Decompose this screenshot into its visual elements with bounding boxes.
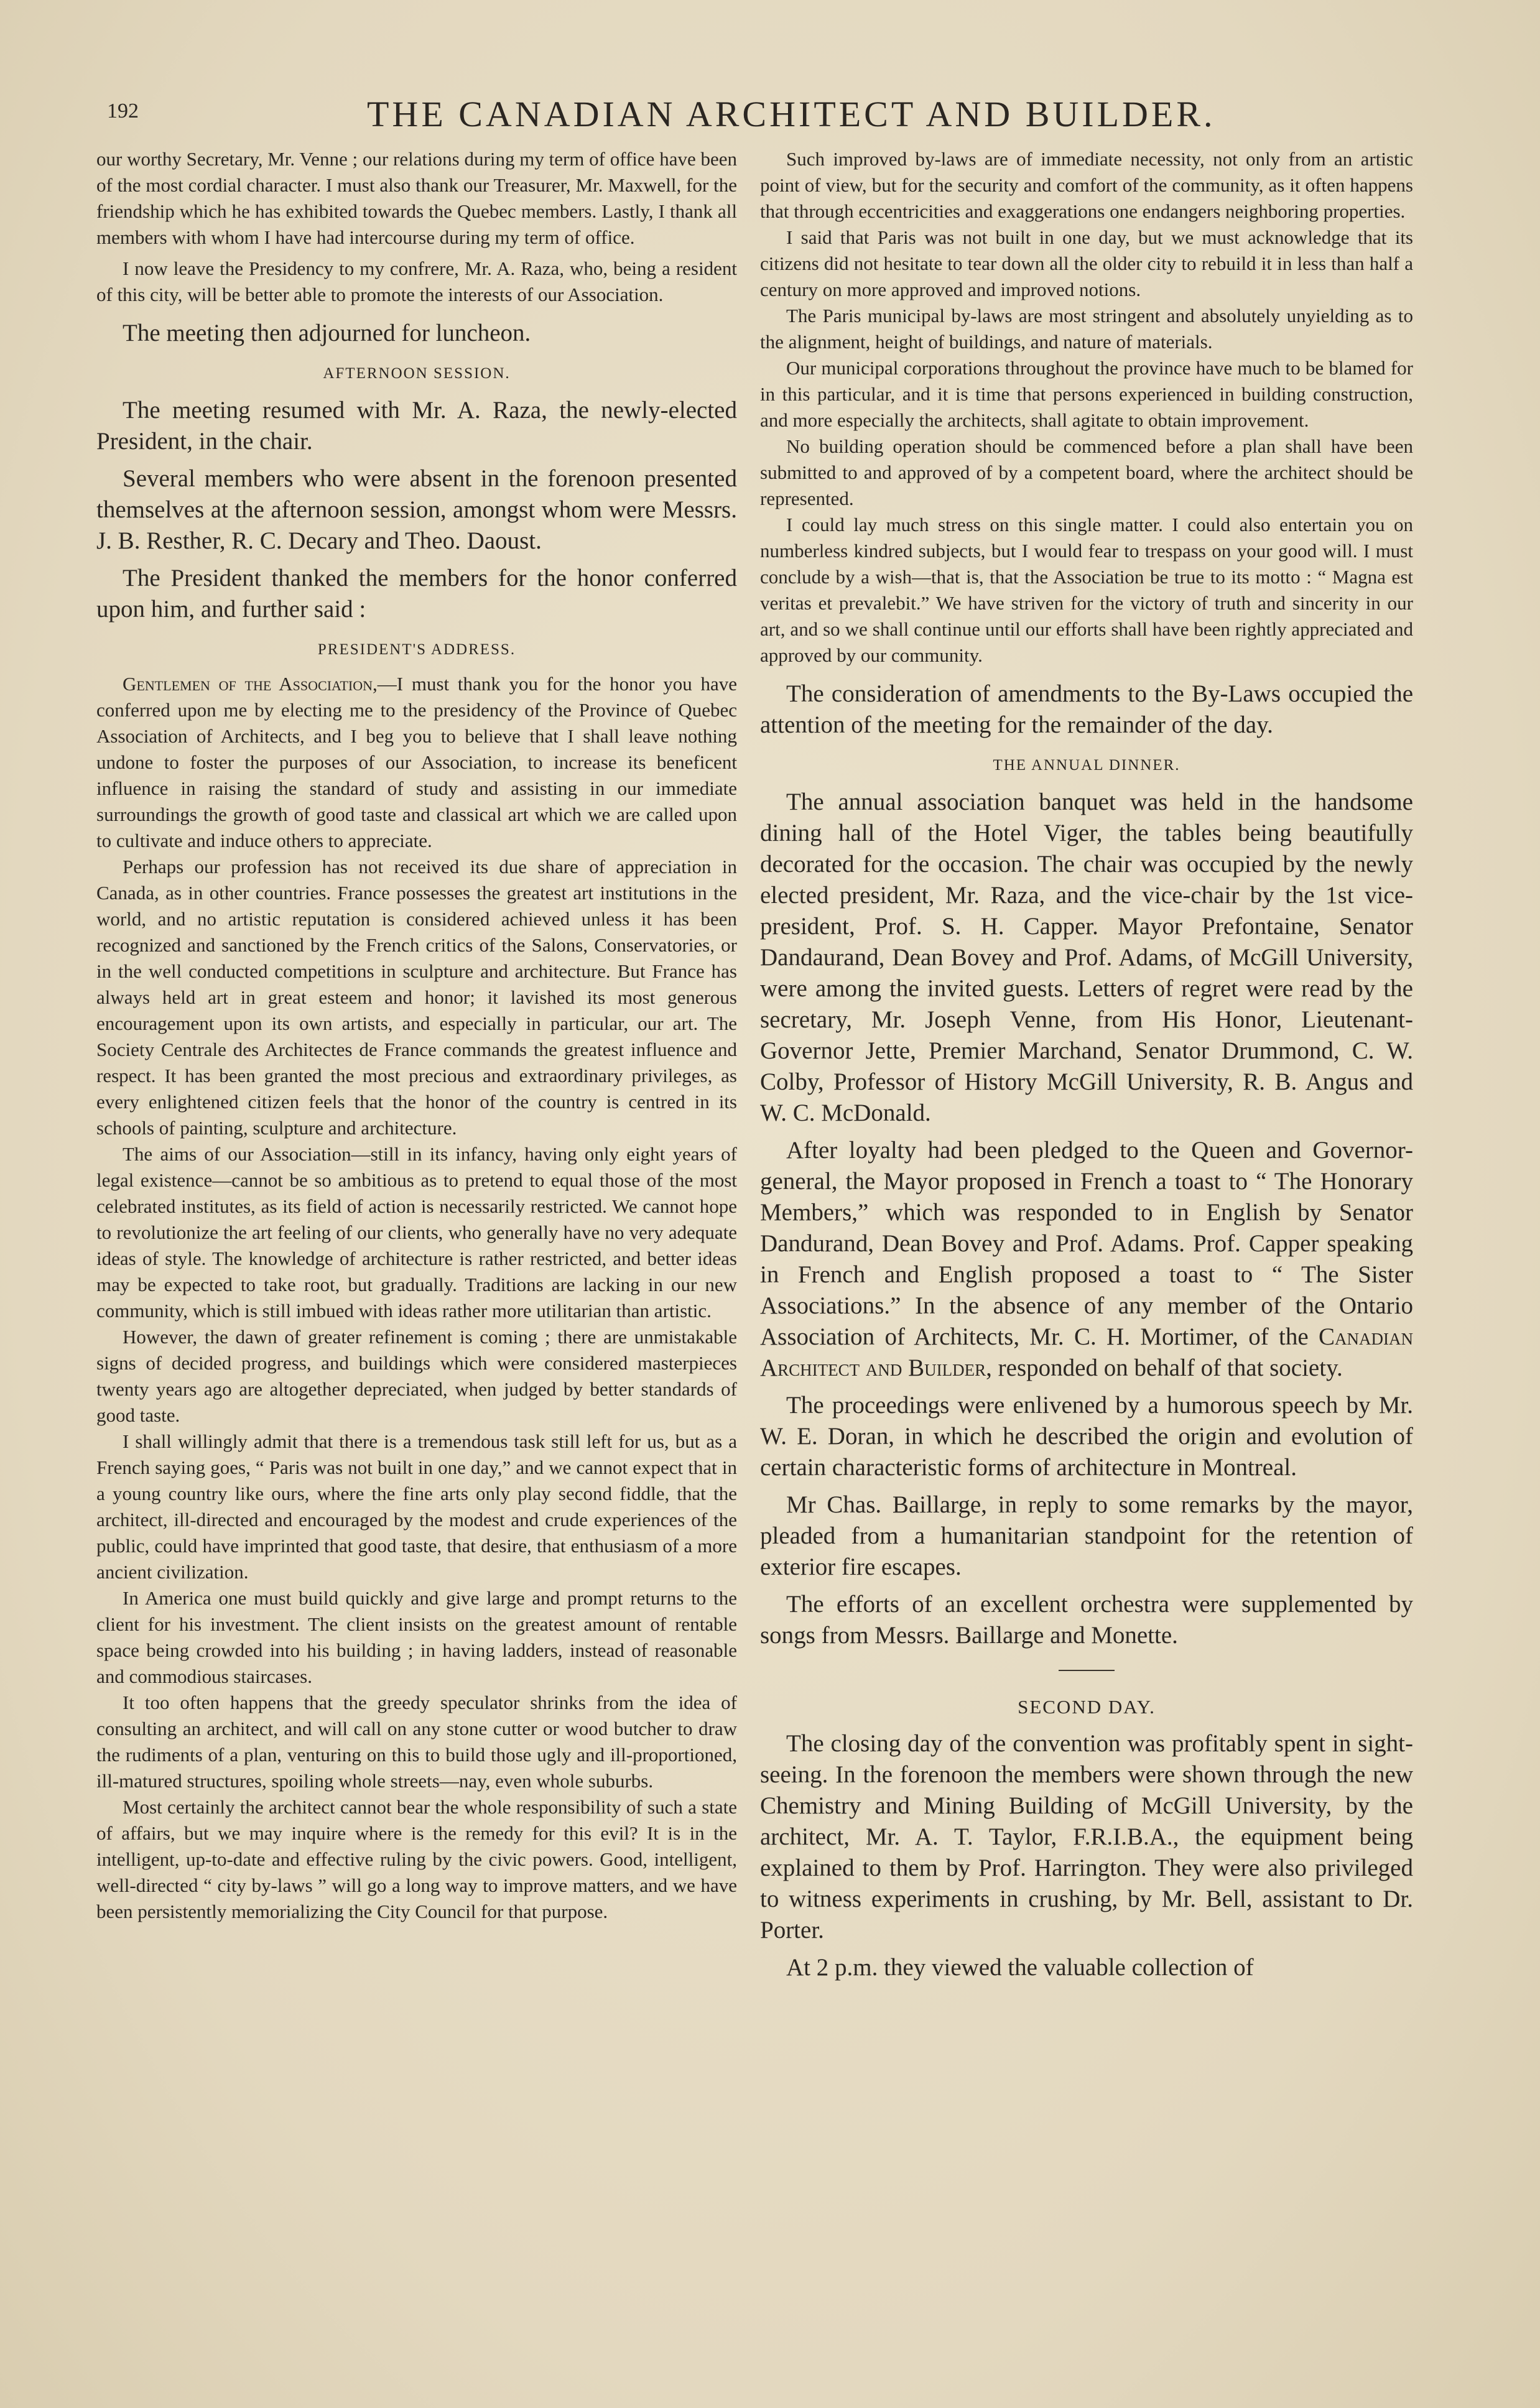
section-heading-dinner: THE ANNUAL DINNER. xyxy=(993,757,1181,774)
paragraph: Our municipal corporations throughout the province have much to be blamed for in this particular, and it is time that persons experienced in building construction, and more especially the architects, shall agitate to obtain improvement. xyxy=(760,357,1413,431)
left-column xyxy=(96,146,737,1925)
paragraph: The Paris municipal by-laws are most stringent and absolutely unyielding as to the alignment, height of buildings, and nature of materials. xyxy=(760,305,1413,353)
section-heading-second-day: SECOND DAY. xyxy=(1018,1696,1156,1718)
paragraph: However, the dawn of greater refinement is coming ; there are unmistakable signs of decided progress, and buildings which were considered masterpieces twenty years ago are altogether depreciated, when judged by better standards of good taste. xyxy=(96,1326,737,1426)
paragraph: No building operation should be commenced before a plan shall have been submitted to and approved of by a competent board, where the architect should be represented. xyxy=(760,435,1413,509)
paragraph: The proceedings were enlivened by a humorous speech by Mr. W. E. Doran, in which he described the origin and evolution of certain characteristic forms of architecture in Montreal. xyxy=(760,1392,1413,1481)
paragraph-text: —I must thank you for the honor you have conferred upon me by electing me to the presidency of the Province of Quebec Association of Architects, and I beg you to believe that I shall leave nothing undone to foster the purposes of our Association, to increase its beneficent influence in raising the standard of study and assisting in our immediate surroundings the growth of good taste and classical art which we are called upon to cultivate and induce others to appreciate. xyxy=(96,673,737,851)
page-number: 192 xyxy=(107,100,139,123)
paragraph: The President thanked the members for the honor conferred upon him, and further said : xyxy=(96,565,737,623)
paragraph: At 2 p.m. they viewed the valuable collection of xyxy=(786,1954,1254,1981)
section-heading-address: PRESIDENT'S ADDRESS. xyxy=(317,641,516,658)
paragraph-text: After loyalty had been pledged to the Queen and Governor-general, the Mayor proposed in French a toast to “ The Honorary Members,” which was responded to in English by Senator Dandurand, Dean Bovey and Prof. Adams. Prof. Capper speaking in French and English proposed a toast to “ The Sister Associations.” In the absence of any member of the Ontario Association of Architects, Mr. C. H. Mortimer, of the xyxy=(760,1137,1413,1350)
paragraph: In America one must build quickly and give large and prompt returns to the client for his investment. The client insists on the greatest amount of rentable space being crowded into his building ; in having ladders, instead of reasonable and commodious staircases. xyxy=(96,1587,737,1687)
paragraph xyxy=(760,1135,1413,1384)
salutation: Gentlemen of the Association, xyxy=(123,673,378,695)
paragraph: The meeting resumed with Mr. A. Raza, the newly-elected President, in the chair. xyxy=(96,397,737,455)
paragraph-text: , responded on behalf of that society. xyxy=(986,1354,1343,1381)
paragraph: Several members who were absent in the forenoon presented themselves at the afternoon session, amongst whom were Messrs. J. B. Resther, R. C. Decary and Theo. Daoust. xyxy=(96,465,737,554)
paragraph: Mr Chas. Baillarge, in reply to some remarks by the mayor, pleaded from a humanitarian standpoint for the retention of exterior fire escapes. xyxy=(760,1491,1413,1580)
paragraph: Most certainly the architect cannot bear the whole responsibility of such a state of affairs, but we may inquire where is the remedy for this evil? It is in the intelligent, up-to-date and effective ruling by the civic powers. Good, intelligent, well-directed “ city by-laws ” will go a long way to improve matters, and we have been persistently memorializing the City Council for that purpose. xyxy=(96,1796,737,1922)
publication-name: Canadian Architect and Builder xyxy=(760,1323,1413,1381)
paragraph: Perhaps our profession has not received its due share of appreciation in Canada, as in other countries. France possesses the greatest art institutions in the world, and no artistic reputation is considered achieved unless it has been recognized and sanctioned by the French critics of the Salons, Conservatories, or in the well conducted competitions in sculpture and architecture. But France has always held art in great esteem and honor; it lavished its most generous encouragement upon its own artists, and especially in particular, our art. The Society Centrale des Architectes de France commands the greatest influence and respect. It has been granted the most precious and extraordinary privileges, as every enlightened citizen feels that the honor of the country is centred in its schools of painting, sculpture and architecture. xyxy=(96,856,737,1139)
paragraph: The meeting then adjourned for luncheon. xyxy=(123,320,531,346)
section-heading-afternoon: AFTERNOON SESSION. xyxy=(323,365,511,382)
paragraph: The consideration of amendments to the By-Laws occupied the attention of the meeting for the remainder of the day. xyxy=(760,680,1413,738)
paragraph: It too often happens that the greedy speculator shrinks from the idea of consulting an architect, and will call on any stone cutter or wood butcher to draw the rudiments of a plan, venturing on this to build those ugly and ill-proportioned, ill-matured structures, spoiling whole streets—nay, even whole suburbs. xyxy=(96,1692,737,1792)
paragraph: The closing day of the convention was profitably spent in sight-seeing. In the forenoon the members were shown through the new Chemistry and Mining Building of McGill University, by the architect, Mr. A. T. Taylor, F.R.I.B.A., the equipment being explained to them by Prof. Harrington. They were also privileged to witness experiments in crushing, by Mr. Bell, assistant to Dr. Porter. xyxy=(760,1730,1413,1943)
paragraph: Such improved by-laws are of immediate necessity, not only from an artistic point of view, but for the security and comfort of the community, as it often happens that through eccentricities and exaggerations one endangers neighboring properties. xyxy=(760,148,1413,222)
right-column xyxy=(760,146,1413,1983)
paragraph: I could lay much stress on this single matter. I could also entertain you on numberless kindred subjects, but I would fear to trespass on your good will. I must conclude by a wish—that is, that the Association be true to its motto : “ Magna est veritas et prevalebit.” We have striven for the victory of truth and sincerity in our art, and so we shall continue until our efforts shall have been rightly appreciated and approved by our community. xyxy=(760,514,1413,666)
paragraph: our worthy Secretary, Mr. Venne ; our relations during my term of office have been of the most cordial character. I must also thank our Treasurer, Mr. Maxwell, for the friendship which he has exhibited towards the Quebec members. Lastly, I thank all members with whom I have had intercourse during my term of office. xyxy=(96,148,737,248)
paragraph: The annual association banquet was held in the handsome dining hall of the Hotel Viger, the tables being beautifully decorated for the occasion. The chair was occupied by the newly elected president, Mr. Raza, and the vice-chair by the 1st vice-president, Prof. S. H. Capper. Mayor Prefontaine, Senator Dandaurand, Dean Bovey and Prof. Adams, of McGill University, were among the invited guests. Letters of regret were read by the secretary, Mr. Joseph Venne, from His Honor, Lieutenant-Governor Jette, Premier Marchand, Senator Drummond, C. W. Colby, Professor of History McGill University, R. B. Angus and W. C. McDonald. xyxy=(760,789,1413,1126)
divider-rule xyxy=(1059,1670,1115,1671)
paragraph: I now leave the Presidency to my confrere, Mr. A. Raza, who, being a resident of this city, will be better able to promote the interests of our Association. xyxy=(96,257,737,305)
paragraph: The efforts of an excellent orchestra were supplemented by songs from Messrs. Baillarge and Monette. xyxy=(760,1591,1413,1649)
paragraph: I shall willingly admit that there is a tremendous task still left for us, but as a French saying goes, “ Paris was not built in one day,” and we cannot expect that in a young country like ours, where the fine arts only play second fiddle, that the architect, ill-directed and encouraged by the modest and crude experiences of the public, could have imprinted that good taste, that desire, that enthusiasm of a more ancient civilization. xyxy=(96,1430,737,1583)
paragraph: I said that Paris was not built in one day, but we must acknowledge that its citizens did not hesitate to tear down all the older city to rebuild it in less than half a century on more approved and improved notions. xyxy=(760,226,1413,300)
paragraph xyxy=(96,671,737,854)
running-head: THE CANADIAN ARCHITECT AND BUILDER. xyxy=(367,94,1216,134)
paragraph: The aims of our Association—still in its infancy, having only eight years of legal existence—cannot be so ambitious as to pretend to equal those of the most celebrated institutes, as its field of action is necessarily restricted. We cannot hope to revolutionize the art feeling of our clients, who generally have no very adequate ideas of style. The knowledge of architecture is rather restricted, and better ideas may be expected to take root, but gradually. Traditions are lacking in our new community, which is still imbued with ideas rather more utilitarian than artistic. xyxy=(96,1143,737,1322)
